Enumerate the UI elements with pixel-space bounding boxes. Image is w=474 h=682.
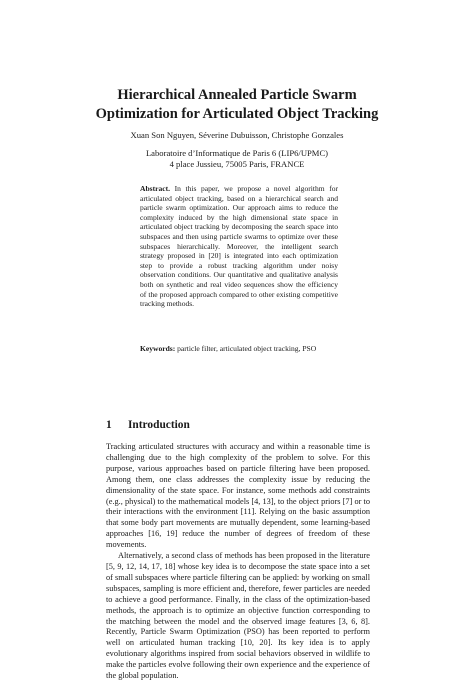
- body-paragraph-2: Alternatively, a second class of methods has been proposed in the literature [5, 9, 12, 14, 17, 18] whose key idea is to decompose the state space into a set of small subspaces where particle filtering can be applied: by working on small subspaces, sampling is more efficient and, therefore, fewer particles are needed to achieve a good performance. Finally, in the class of the optimization-based methods, the approach is to optimize an objective function corresponding to the matching between the model and the observed image features [3, 6, 8]. Recently, Particle Swarm Optimization (PSO) has been reported to perform well on articulated human tracking [10, 20]. Its key idea is to apply evolutionary algorithms inspired from social behaviors observed in wildlife to make the particles evolve following their own experience and the experience of the global population.: [106, 551, 370, 681]
- affiliation-line-2: 4 place Jussieu, 75005 Paris, FRANCE: [169, 159, 305, 169]
- paper-title: [0, 86, 474, 124]
- affiliation: [0, 148, 474, 170]
- abstract-label: Abstract.: [140, 184, 170, 193]
- author-list: Xuan Son Nguyen, Séverine Dubuisson, Christophe Gonzales: [130, 130, 344, 140]
- section-heading: [106, 419, 190, 431]
- title-line-2: Optimization for Articulated Object Tracking: [95, 106, 379, 122]
- keywords-text: particle filter, articulated object tracking, PSO: [177, 344, 317, 353]
- section-number: 1: [106, 419, 112, 431]
- section-title: Introduction: [128, 419, 190, 431]
- title-line-1: Hierarchical Annealed Particle Swarm: [117, 87, 357, 103]
- affiliation-line-1: Laboratoire d’Informatique de Paris 6 (LIP6/UPMC): [145, 148, 329, 158]
- keywords-label: Keywords:: [140, 344, 176, 353]
- body-paragraph-1: Tracking articulated structures with accuracy and within a reasonable time is challenging due to the high complexity of the problem to solve. For this purpose, various approaches based on particle filtering have been proposed. Among them, one class addresses the complexity issue by reducing the dimensionality of the state space. For instance, some methods add constraints (e.g., physical) to the mathematical models [4, 13], to the object priors [7] or to their interactions with the environment [11]. Relying on the basic assumption that some body part movements are mutually dependent, some learning-based approaches [16, 19] reduce the number of degrees of freedom of these movements.: [106, 442, 370, 550]
- keywords: [140, 344, 338, 354]
- abstract: [140, 184, 338, 309]
- section-body: [106, 442, 370, 682]
- abstract-text: In this paper, we propose a novel algorithm for articulated object tracking, based on a hierarchical search and particle swarm optimization. Our approach aims to reduce the complexity induced by the high dimensional state space in articulated object tracking by decomposing the search space into subspaces and then using particle swarms to optimize over these subspaces hierarchically. Moreover, the intelligent search strategy proposed in [20] is integrated into each optimization step to provide a robust tracking algorithm under noisy observation conditions. Our quantitative and qualitative analysis both on synthetic and real video sequences show the efficiency of the proposed approach compared to other existing competitive tracking methods.: [140, 184, 338, 309]
